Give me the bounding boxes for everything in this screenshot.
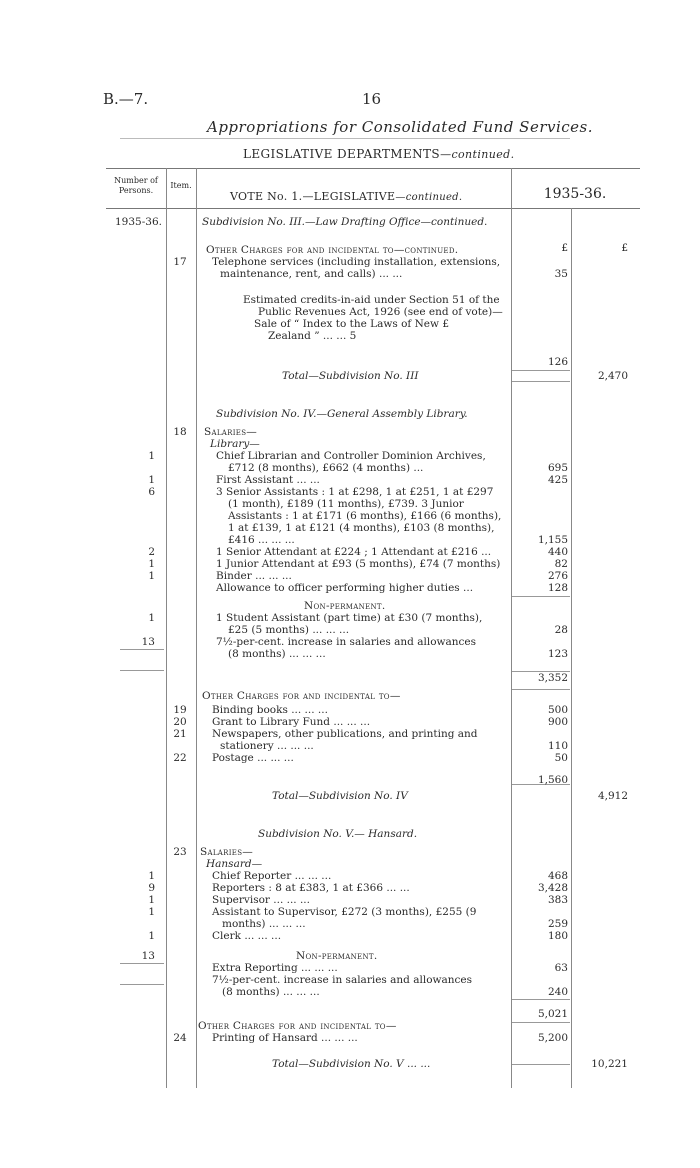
row-description: Other Charges for and incidental to— [198,1020,397,1032]
amount: 128 [547,582,568,594]
row-description: Chief Reporter ... ... ... [212,870,332,882]
row-description: 3 Senior Assistants : 1 at £298, 1 at £251, 1 at £297 [216,486,494,498]
amount: 28 [554,624,568,636]
sum-rule [512,1064,570,1065]
row-description: Estimated credits-in-aid under Section 51 of the [243,294,500,306]
row-description: (8 months) ... ... ... [222,986,320,998]
persons-column-divider [166,168,167,1088]
row-description: Subdivision No. V.— Hansard. [258,828,418,840]
item-column-divider [196,168,197,1088]
department-title [243,147,515,161]
amount: 695 [547,462,568,474]
amount: 110 [547,740,568,752]
row-description: Public Revenues Act, 1926 (see end of vote)— [258,306,503,318]
table-header-rule [106,208,640,209]
row-description: Total—Subdivision No. III [282,370,419,382]
item-number: 19 [173,704,187,716]
amount: 468 [547,870,568,882]
row-description: Assistant to Supervisor, £272 (3 months), £255 (9 [212,906,477,918]
row-description: months) ... ... ... [222,918,306,930]
row-description: maintenance, rent, and calls) ... ... [220,268,403,280]
persons-sum-rule [120,984,164,985]
row-description: Other Charges for and incidental to—continued. [206,244,459,256]
item-number: 24 [173,1032,187,1044]
row-description: 1 Student Assistant (part time) at £30 (7 months), [216,612,483,624]
row-description: Salaries— [204,426,258,438]
row-description: £416 ... ... ... [228,534,295,546]
row-description: Total—Subdivision No. V ... ... [272,1058,431,1070]
persons-count: 1 [148,870,155,882]
year-column-header: 1935-36. [543,186,607,202]
persons-sum-rule [120,963,164,964]
item-number: 18 [173,426,187,438]
row-description: stationery ... ... ... [220,740,314,752]
subdivision-total: 10,221 [591,1058,628,1070]
subdivision-total: 4,912 [597,790,628,802]
sum-rule [512,596,570,597]
row-description: Total—Subdivision No. IV [272,790,408,802]
amount: 259 [547,918,568,930]
row-description: Chief Librarian and Controller Dominion Archives, [216,450,486,462]
department-suffix: —continued. [440,148,515,161]
amount: 3,428 [537,882,568,894]
row-description: Assistants : 1 at £171 (6 months), £166 (6 months), [228,510,502,522]
row-description: Library— [210,438,260,450]
item-number: 17 [173,256,187,268]
row-description: Salaries— [200,846,254,858]
subdivision-total: 2,470 [597,370,628,382]
table-top-rule [106,168,640,169]
row-description: (1 month), £189 (11 months), £739. 3 Junior [228,498,464,510]
item-number: 20 [173,716,187,728]
amount: 123 [547,648,568,660]
persons-count: 13 [141,636,155,648]
item-column-header: Item. [170,181,192,190]
row-description: Zealand ” ... ... 5 [268,330,357,342]
amount: 425 [547,474,568,486]
amount: 5,200 [537,1032,568,1044]
persons-count: 1 [148,894,155,906]
subdivision-total: £ [621,242,628,254]
row-description: Reporters : 8 at £383, 1 at £366 ... ... [212,882,410,894]
persons-count: 6 [148,486,155,498]
row-description: 1 Senior Attendant at £224 ; 1 Attendant at £216 ... [216,546,492,558]
row-description: Supervisor ... ... ... [212,894,310,906]
amount: 900 [547,716,568,728]
row-description: Grant to Library Fund ... ... ... [212,716,371,728]
row-description: Printing of Hansard ... ... ... [212,1032,358,1044]
persons-column-header: Number of Persons. [114,176,158,195]
persons-count: 1 [148,450,155,462]
sum-rule [512,689,570,690]
row-description: 1 at £139, 1 at £121 (4 months), £103 (8 months), [228,522,495,534]
row-description: Non-permanent. [296,950,378,962]
persons-count: 1 [148,558,155,570]
persons-count: 13 [141,950,155,962]
persons-sum-rule [120,670,164,671]
document-title: Appropriations for Consolidated Fund Services. [207,118,594,136]
amount: 126 [547,356,568,368]
row-description: Other Charges for and incidental to— [202,690,401,702]
subtotal-column-divider [571,208,572,1088]
amount: 383 [547,894,568,906]
amount: 240 [547,986,568,998]
amount: 276 [547,570,568,582]
title-rule [120,138,570,139]
row-description: 7½-per-cent. increase in salaries and allowances [212,974,473,986]
amount: 500 [547,704,568,716]
row-description: Sale of “ Index to the Laws of New £ [254,318,450,330]
page-reference: B.—7. [103,90,149,108]
amount: £ [561,242,568,254]
row-description: Subdivision No. III.—Law Drafting Office—continued. [202,216,488,228]
row-description: 1 Junior Attendant at £93 (5 months), £74 (7 months) [216,558,501,570]
vote-title: VOTE No. 1.—LEGISLATIVE [230,190,396,203]
row-description: (8 months) ... ... ... [228,648,326,660]
persons-count: 2 [148,546,155,558]
vote-column-header [230,190,462,203]
persons-count: 1 [148,570,155,582]
sum-rule [512,1022,570,1023]
sum-rule [512,381,570,382]
row-description: Non-permanent. [304,600,386,612]
row-description: First Assistant ... ... [216,474,320,486]
amount: 63 [554,962,568,974]
amount: 3,352 [537,672,568,684]
amount: 1,155 [537,534,568,546]
item-number: 22 [173,752,187,764]
persons-sum-rule [120,649,164,650]
persons-count: 1 [148,612,155,624]
row-description: Newspapers, other publications, and printing and [212,728,478,740]
persons-count: 1 [148,906,155,918]
row-description: Telephone services (including installation, extensions, [212,256,501,268]
row-description: Allowance to officer performing higher duties ... [216,582,474,594]
item-number: 23 [173,846,187,858]
row-description: 7½-per-cent. increase in salaries and allowances [216,636,477,648]
row-description: Extra Reporting ... ... ... [212,962,338,974]
amount: 35 [554,268,568,280]
row-description: Binding books ... ... ... [212,704,328,716]
amount: 180 [547,930,568,942]
sum-rule [512,999,570,1000]
row-description: Subdivision No. IV.—General Assembly Library. [216,408,468,420]
department-name: LEGISLATIVE DEPARTMENTS [243,147,441,161]
persons-count: 1 [148,930,155,942]
row-description: Clerk ... ... ... [212,930,282,942]
persons-count: 1935-36. [115,216,162,228]
amount: 5,021 [537,1008,568,1020]
item-number: 21 [173,728,187,740]
amount: 440 [547,546,568,558]
persons-count: 9 [148,882,155,894]
amount: 82 [554,558,568,570]
sum-rule [512,370,570,371]
vote-suffix: —continued. [395,192,463,203]
row-description: Binder ... ... ... [216,570,292,582]
row-description: £712 (8 months), £662 (4 months) ... [228,462,424,474]
amount: 1,560 [537,774,568,786]
row-description: Hansard— [206,858,263,870]
amount: 50 [554,752,568,764]
page-number: 16 [362,90,382,108]
row-description: Postage ... ... ... [212,752,294,764]
persons-count: 1 [148,474,155,486]
row-description: £25 (5 months) ... ... ... [228,624,350,636]
